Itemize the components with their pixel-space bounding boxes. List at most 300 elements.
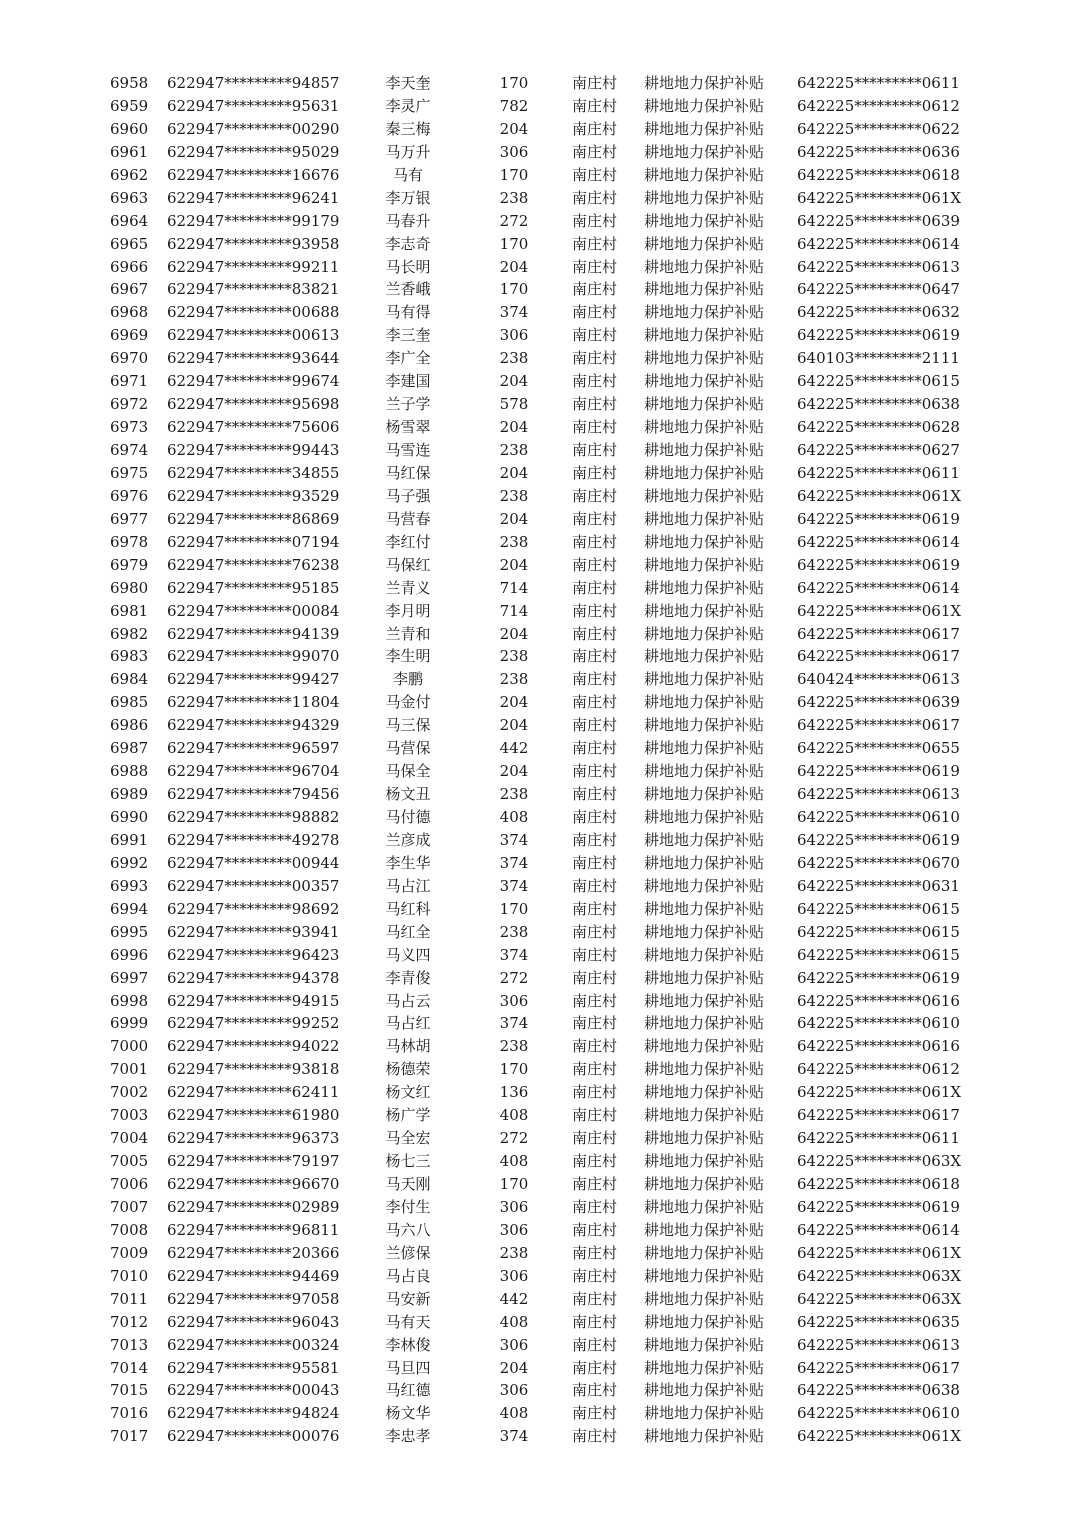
row-number: 6999 [110, 1014, 149, 1033]
bank-account: 622947*********99443 [167, 441, 340, 459]
village-name: 南庄村 [572, 74, 618, 92]
id-number: 642225*********0617 [797, 647, 960, 666]
subsidy-type: 耕地地力保护补贴 [644, 1037, 765, 1056]
id-number: 642225*********0615 [797, 372, 960, 391]
village-name: 南庄村 [572, 119, 618, 138]
village-name: 南庄村 [572, 326, 618, 345]
id-number: 642225*********0612 [797, 96, 960, 115]
village-name: 南庄村 [572, 1175, 618, 1193]
bank-account: 622947*********83821 [167, 280, 340, 299]
bank-account: 622947*********34855 [167, 463, 340, 482]
row-number: 6963 [110, 188, 149, 207]
table-row [0, 737, 1074, 760]
subsidy-type: 耕地地力保护补贴 [644, 1083, 765, 1102]
table-row [0, 1334, 1074, 1357]
id-number: 640424*********0613 [797, 670, 960, 689]
subsidy-type: 耕地地力保护补贴 [644, 830, 765, 849]
holder-name: 杨德荣 [385, 1060, 431, 1079]
id-number: 642225*********0611 [797, 463, 960, 482]
subsidy-type: 耕地地力保护补贴 [644, 1014, 765, 1033]
holder-name: 兰彦成 [385, 830, 431, 849]
id-number: 642225*********0670 [797, 853, 960, 872]
subsidy-type: 耕地地力保护补贴 [644, 165, 765, 184]
holder-name: 马有得 [385, 303, 431, 322]
subsidy-type: 耕地地力保护补贴 [644, 716, 765, 735]
village-name: 南庄村 [572, 555, 618, 574]
holder-name: 马有 [392, 165, 423, 184]
id-number: 642225*********0610 [797, 808, 960, 826]
table-row [0, 1196, 1074, 1219]
row-number: 7008 [110, 1220, 149, 1239]
subsidy-amount: 238 [499, 1037, 529, 1056]
subsidy-amount: 374 [499, 876, 529, 895]
table-row [0, 921, 1074, 944]
row-number: 7012 [110, 1312, 149, 1331]
id-number: 642225*********0613 [797, 257, 960, 276]
village-name: 南庄村 [572, 441, 618, 459]
bank-account: 622947*********96373 [167, 1129, 340, 1148]
bank-account: 622947*********62411 [167, 1083, 340, 1102]
subsidy-amount: 170 [499, 1060, 529, 1079]
bank-account: 622947*********00076 [167, 1427, 340, 1446]
id-number: 642225*********0615 [797, 945, 960, 964]
holder-name: 马全宏 [385, 1129, 431, 1148]
village-name: 南庄村 [572, 991, 618, 1010]
village-name: 南庄村 [572, 762, 618, 781]
table-row [0, 416, 1074, 439]
id-number: 642225*********0617 [797, 716, 960, 735]
village-name: 南庄村 [572, 280, 618, 299]
row-number: 7013 [110, 1335, 149, 1354]
row-number: 6968 [110, 303, 149, 322]
subsidy-amount: 238 [499, 647, 529, 666]
row-number: 7005 [110, 1152, 149, 1171]
holder-name: 马营春 [385, 509, 431, 528]
subsidy-amount: 204 [499, 555, 529, 574]
subsidy-amount: 238 [499, 532, 529, 551]
village-name: 南庄村 [572, 1197, 618, 1216]
id-number: 642225*********0611 [797, 74, 960, 92]
row-number: 6961 [110, 142, 149, 161]
bank-account: 622947*********75606 [167, 418, 340, 437]
subsidy-type: 耕地地力保护补贴 [644, 991, 765, 1010]
bank-account: 622947*********00688 [167, 303, 340, 322]
bank-account: 622947*********94329 [167, 716, 340, 735]
holder-name: 马林胡 [385, 1037, 431, 1056]
id-number: 642225*********0655 [797, 739, 960, 758]
holder-name: 杨文丑 [385, 785, 431, 804]
id-number: 642225*********061X [797, 601, 962, 620]
bank-account: 622947*********96704 [167, 762, 340, 781]
subsidy-type: 耕地地力保护补贴 [644, 1312, 765, 1331]
row-number: 6992 [110, 853, 149, 872]
holder-name: 马雪连 [385, 441, 431, 459]
subsidy-type: 耕地地力保护补贴 [644, 509, 765, 528]
subsidy-type: 耕地地力保护补贴 [644, 1106, 765, 1125]
row-number: 7014 [110, 1358, 149, 1377]
table-row [0, 783, 1074, 806]
village-name: 南庄村 [572, 876, 618, 895]
holder-name: 李生华 [385, 853, 431, 872]
bank-account: 622947*********20366 [167, 1243, 340, 1262]
bank-account: 622947*********95185 [167, 578, 340, 597]
table-row [0, 462, 1074, 485]
table-row [0, 967, 1074, 990]
subsidy-type: 耕地地力保护补贴 [644, 1152, 765, 1171]
bank-account: 622947*********99252 [167, 1014, 340, 1033]
table-row [0, 829, 1074, 852]
bank-account: 622947*********99674 [167, 372, 340, 391]
subsidy-amount: 238 [499, 188, 529, 207]
village-name: 南庄村 [572, 968, 618, 987]
subsidy-type: 耕地地力保护补贴 [644, 257, 765, 276]
subsidy-type: 耕地地力保护补贴 [644, 808, 765, 826]
table-row [0, 1288, 1074, 1311]
holder-name: 马万升 [385, 142, 431, 161]
village-name: 南庄村 [572, 830, 618, 849]
table-row [0, 210, 1074, 233]
village-name: 南庄村 [572, 624, 618, 643]
bank-account: 622947*********94915 [167, 991, 340, 1010]
subsidy-type: 耕地地力保护补贴 [644, 1060, 765, 1079]
id-number: 642225*********0610 [797, 1014, 960, 1033]
bank-account: 622947*********76238 [167, 555, 340, 574]
subsidy-amount: 442 [499, 739, 529, 758]
table-row [0, 645, 1074, 668]
bank-account: 622947*********98882 [167, 808, 340, 826]
table-row [0, 691, 1074, 714]
row-number: 7015 [110, 1381, 149, 1400]
holder-name: 李志奇 [385, 234, 431, 253]
id-number: 642225*********0619 [797, 1197, 960, 1216]
row-number: 6997 [110, 968, 149, 987]
holder-name: 兰香峨 [385, 280, 431, 299]
subsidy-type: 耕地地力保护补贴 [644, 968, 765, 987]
holder-name: 李青俊 [385, 968, 431, 987]
bank-account: 622947*********11804 [167, 693, 340, 712]
bank-account: 622947*********93529 [167, 486, 340, 505]
subsidy-type: 耕地地力保护补贴 [644, 785, 765, 804]
subsidy-type: 耕地地力保护补贴 [644, 74, 765, 92]
subsidy-type: 耕地地力保护补贴 [644, 578, 765, 597]
table-row [0, 1242, 1074, 1265]
subsidy-amount: 408 [499, 808, 529, 826]
id-number: 642225*********0638 [797, 395, 960, 414]
table-row [0, 600, 1074, 623]
subsidy-amount: 306 [499, 1335, 529, 1354]
village-name: 南庄村 [572, 1220, 618, 1239]
subsidy-type: 耕地地力保护补贴 [644, 303, 765, 322]
holder-name: 兰偐保 [385, 1243, 431, 1262]
subsidy-amount: 306 [499, 991, 529, 1010]
id-number: 642225*********0614 [797, 578, 960, 597]
village-name: 南庄村 [572, 853, 618, 872]
village-name: 南庄村 [572, 165, 618, 184]
subsidy-type: 耕地地力保护补贴 [644, 1197, 765, 1216]
subsidy-type: 耕地地力保护补贴 [644, 1404, 765, 1423]
holder-name: 马安新 [385, 1289, 431, 1308]
village-name: 南庄村 [572, 1381, 618, 1400]
bank-account: 622947*********94378 [167, 968, 340, 987]
subsidy-amount: 306 [499, 326, 529, 345]
holder-name: 马天刚 [385, 1175, 431, 1193]
table-row [0, 577, 1074, 600]
table-row [0, 944, 1074, 967]
holder-name: 秦三梅 [385, 119, 431, 138]
subsidy-amount: 238 [499, 922, 529, 941]
bank-account: 622947*********00043 [167, 1381, 340, 1400]
subsidy-amount: 714 [499, 578, 529, 597]
holder-name: 杨广学 [385, 1106, 431, 1125]
holder-name: 杨雪翠 [385, 418, 431, 437]
row-number: 6998 [110, 991, 149, 1010]
id-number: 642225*********0619 [797, 326, 960, 345]
id-number: 642225*********0615 [797, 899, 960, 918]
subsidy-type: 耕地地力保护补贴 [644, 463, 765, 482]
holder-name: 马红科 [385, 899, 431, 918]
subsidy-type: 耕地地力保护补贴 [644, 670, 765, 689]
table-row [0, 439, 1074, 462]
subsidy-type: 耕地地力保护补贴 [644, 1335, 765, 1354]
subsidy-amount: 408 [499, 1106, 529, 1125]
bank-account: 622947*********99211 [167, 257, 340, 276]
subsidy-type: 耕地地力保护补贴 [644, 532, 765, 551]
bank-account: 622947*********79456 [167, 785, 340, 804]
bank-account: 622947*********07194 [167, 532, 340, 551]
village-name: 南庄村 [572, 509, 618, 528]
village-name: 南庄村 [572, 1152, 618, 1171]
subsidy-type: 耕地地力保护补贴 [644, 945, 765, 964]
subsidy-amount: 204 [499, 762, 529, 781]
village-name: 南庄村 [572, 785, 618, 804]
subsidy-type: 耕地地力保护补贴 [644, 1289, 765, 1308]
table-row [0, 531, 1074, 554]
row-number: 6981 [110, 601, 149, 620]
subsidy-type: 耕地地力保护补贴 [644, 601, 765, 620]
row-number: 6984 [110, 670, 149, 689]
id-number: 642225*********0619 [797, 555, 960, 574]
subsidy-type: 耕地地力保护补贴 [644, 234, 765, 253]
holder-name: 马子强 [385, 486, 431, 505]
subsidy-amount: 306 [499, 1197, 529, 1216]
bank-account: 622947*********95581 [167, 1358, 340, 1377]
table-row [0, 1150, 1074, 1173]
subsidy-amount: 306 [499, 1266, 529, 1285]
village-name: 南庄村 [572, 395, 618, 414]
table-row [0, 72, 1074, 95]
subsidy-type: 耕地地力保护补贴 [644, 555, 765, 574]
bank-account: 622947*********95029 [167, 142, 340, 161]
row-number: 6986 [110, 716, 149, 735]
bank-account: 622947*********96670 [167, 1175, 340, 1193]
id-number: 642225*********0613 [797, 785, 960, 804]
village-name: 南庄村 [572, 1312, 618, 1331]
bank-account: 622947*********96423 [167, 945, 340, 964]
row-number: 6964 [110, 211, 149, 230]
subsidy-type: 耕地地力保护补贴 [644, 372, 765, 391]
row-number: 6989 [110, 785, 149, 804]
subsidy-type: 耕地地力保护补贴 [644, 142, 765, 161]
bank-account: 622947*********61980 [167, 1106, 340, 1125]
bank-account: 622947*********94139 [167, 624, 340, 643]
table-row [0, 806, 1074, 829]
id-number: 642225*********0619 [797, 509, 960, 528]
subsidy-type: 耕地地力保护补贴 [644, 1381, 765, 1400]
bank-account: 622947*********86869 [167, 509, 340, 528]
holder-name: 杨文华 [385, 1404, 431, 1423]
village-name: 南庄村 [572, 670, 618, 689]
subsidy-amount: 170 [499, 165, 529, 184]
subsidy-type: 耕地地力保护补贴 [644, 853, 765, 872]
holder-name: 马保全 [385, 762, 431, 781]
bank-account: 622947*********95698 [167, 395, 340, 414]
holder-name: 杨文红 [385, 1083, 431, 1102]
subsidy-amount: 204 [499, 257, 529, 276]
village-name: 南庄村 [572, 418, 618, 437]
row-number: 7003 [110, 1106, 149, 1125]
holder-name: 马红全 [385, 922, 431, 941]
bank-account: 622947*********96043 [167, 1312, 340, 1331]
row-number: 6971 [110, 372, 149, 391]
holder-name: 李生明 [385, 647, 431, 666]
village-name: 南庄村 [572, 739, 618, 758]
table-row [0, 508, 1074, 531]
holder-name: 兰青和 [385, 624, 431, 643]
subsidy-amount: 170 [499, 1175, 529, 1193]
bank-account: 622947*********79197 [167, 1152, 340, 1171]
bank-account: 622947*********96811 [167, 1220, 340, 1239]
bank-account: 622947*********00944 [167, 853, 340, 872]
holder-name: 马旦四 [385, 1358, 431, 1377]
village-name: 南庄村 [572, 372, 618, 391]
bank-account: 622947*********93644 [167, 349, 340, 368]
table-row [0, 714, 1074, 737]
table-row [0, 1127, 1074, 1150]
bank-account: 622947*********97058 [167, 1289, 340, 1308]
subsidy-amount: 374 [499, 945, 529, 964]
village-name: 南庄村 [572, 1335, 618, 1354]
subsidy-amount: 306 [499, 1220, 529, 1239]
subsidy-amount: 238 [499, 1243, 529, 1262]
subsidy-amount: 578 [499, 395, 529, 414]
id-number: 642225*********0639 [797, 211, 960, 230]
row-number: 6987 [110, 739, 149, 758]
village-name: 南庄村 [572, 463, 618, 482]
holder-name: 李天奎 [385, 74, 431, 92]
holder-name: 马占云 [385, 991, 431, 1010]
subsidy-amount: 442 [499, 1289, 529, 1308]
subsidy-type: 耕地地力保护补贴 [644, 395, 765, 414]
subsidy-type: 耕地地力保护补贴 [644, 96, 765, 115]
holder-name: 马占江 [385, 876, 431, 895]
id-number: 642225*********0617 [797, 624, 960, 643]
bank-account: 622947*********94022 [167, 1037, 340, 1056]
subsidy-type: 耕地地力保护补贴 [644, 1266, 765, 1285]
row-number: 7017 [110, 1427, 149, 1446]
row-number: 6983 [110, 647, 149, 666]
table-row [0, 256, 1074, 279]
village-name: 南庄村 [572, 1404, 618, 1423]
id-number: 642225*********061X [797, 1427, 962, 1446]
row-number: 7000 [110, 1037, 149, 1056]
subsidy-type: 耕地地力保护补贴 [644, 1358, 765, 1377]
subsidy-amount: 204 [499, 1358, 529, 1377]
subsidy-amount: 272 [499, 211, 529, 230]
holder-name: 李林俊 [385, 1335, 431, 1354]
row-number: 6993 [110, 876, 149, 895]
row-number: 6967 [110, 280, 149, 299]
holder-name: 李忠孝 [385, 1427, 431, 1446]
id-number: 642225*********061X [797, 486, 962, 505]
id-number: 642225*********0617 [797, 1358, 960, 1377]
subsidy-amount: 272 [499, 1129, 529, 1148]
row-number: 6969 [110, 326, 149, 345]
subsidy-amount: 238 [499, 349, 529, 368]
row-number: 6979 [110, 555, 149, 574]
bank-account: 622947*********93941 [167, 922, 340, 941]
id-number: 642225*********0612 [797, 1060, 960, 1079]
row-number: 6966 [110, 257, 149, 276]
holder-name: 李灵广 [385, 96, 431, 115]
table-row [0, 875, 1074, 898]
bank-account: 622947*********99427 [167, 670, 340, 689]
id-number: 642225*********0636 [797, 142, 960, 161]
id-number: 642225*********063X [797, 1289, 962, 1308]
subsidy-amount: 204 [499, 509, 529, 528]
bank-account: 622947*********02989 [167, 1197, 340, 1216]
subsidy-type: 耕地地力保护补贴 [644, 739, 765, 758]
village-name: 南庄村 [572, 188, 618, 207]
id-number: 642225*********0619 [797, 762, 960, 781]
subsidy-type: 耕地地力保护补贴 [644, 418, 765, 437]
id-number: 642225*********0616 [797, 991, 960, 1010]
row-number: 6988 [110, 762, 149, 781]
bank-account: 622947*********00324 [167, 1335, 340, 1354]
bank-account: 622947*********95631 [167, 96, 340, 115]
id-number: 642225*********0635 [797, 1312, 960, 1331]
holder-name: 马有天 [385, 1312, 431, 1331]
subsidy-amount: 136 [499, 1083, 529, 1102]
row-number: 6958 [110, 74, 149, 92]
row-number: 6990 [110, 808, 149, 826]
id-number: 642225*********0627 [797, 441, 960, 459]
subsidy-amount: 204 [499, 716, 529, 735]
id-number: 642225*********0615 [797, 922, 960, 941]
bank-account: 622947*********94857 [167, 74, 340, 92]
bank-account: 622947*********96597 [167, 739, 340, 758]
row-number: 6991 [110, 830, 149, 849]
subsidy-amount: 238 [499, 441, 529, 459]
row-number: 6982 [110, 624, 149, 643]
row-number: 6974 [110, 441, 149, 459]
village-name: 南庄村 [572, 142, 618, 161]
holder-name: 杨七三 [385, 1152, 431, 1171]
id-number: 642225*********0616 [797, 1037, 960, 1056]
table-row [0, 118, 1074, 141]
id-number: 642225*********0613 [797, 1335, 960, 1354]
table-row [0, 1357, 1074, 1380]
table-row [0, 347, 1074, 370]
village-name: 南庄村 [572, 899, 618, 918]
holder-name: 马长明 [385, 257, 431, 276]
subsidy-amount: 204 [499, 624, 529, 643]
village-name: 南庄村 [572, 693, 618, 712]
subsidy-amount: 306 [499, 1381, 529, 1400]
holder-name: 兰青义 [385, 578, 431, 597]
holder-name: 李付生 [385, 1197, 431, 1216]
subsidy-type: 耕地地力保护补贴 [644, 326, 765, 345]
subsidy-type: 耕地地力保护补贴 [644, 624, 765, 643]
